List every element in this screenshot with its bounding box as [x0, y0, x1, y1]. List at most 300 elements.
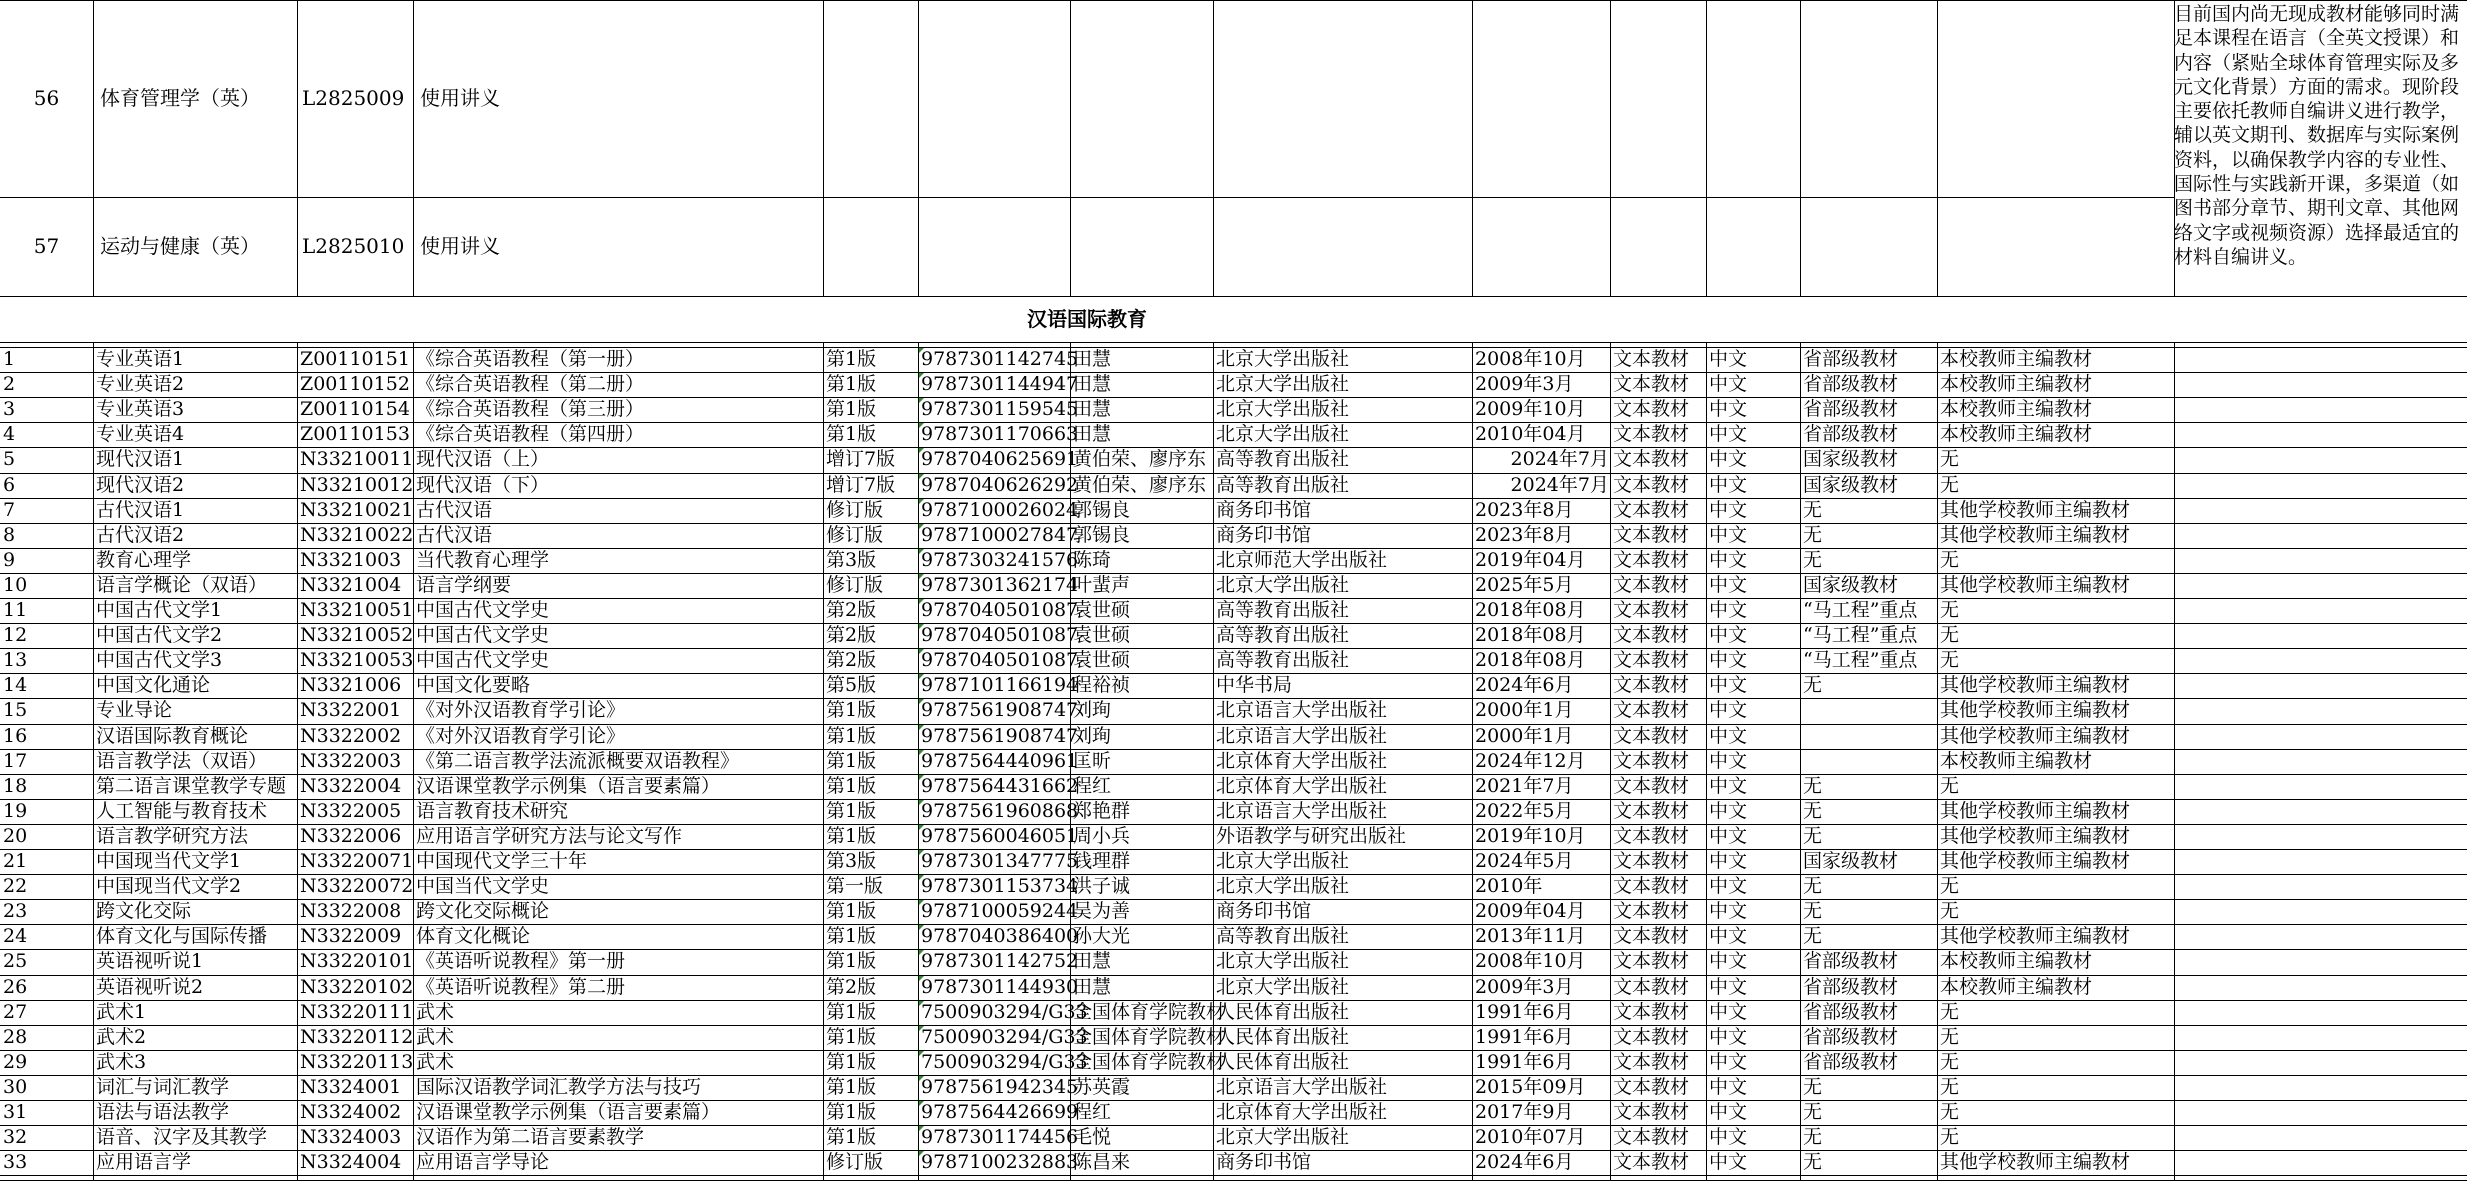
course-code-cell: L2825009 — [302, 86, 405, 110]
cell-flag-marker — [919, 976, 924, 981]
cell-flag-marker — [919, 800, 924, 805]
course-name-cell: 中国现当代文学2 — [96, 875, 242, 897]
course-code-cell: N3324004 — [300, 1151, 402, 1173]
course-name-cell: 运动与健康（英） — [100, 234, 260, 258]
cell-flag-marker — [919, 699, 924, 704]
isbn-cell: 9787301170663 — [921, 423, 1079, 445]
author-cell: 黄伯荣、廖序东 — [1073, 448, 1207, 470]
material-type-cell: 文本教材 — [1613, 825, 1690, 847]
course-code-cell: N3324001 — [300, 1076, 402, 1098]
course-code-cell: L2825010 — [302, 234, 405, 258]
publisher-cell: 北京大学出版社 — [1216, 348, 1350, 370]
editor-type-cell: 其他学校教师主编教材 — [1940, 800, 2131, 822]
cell-flag-marker — [919, 1026, 924, 1031]
author-cell: 田慧 — [1073, 348, 1112, 370]
textbook-level-cell: 国家级教材 — [1803, 448, 1899, 470]
textbook-title-cell: 《综合英语教程（第二册） — [416, 373, 645, 395]
publish-date-cell: 2009年10月 — [1475, 398, 1586, 420]
language-cell: 中文 — [1709, 524, 1748, 546]
row-number: 25 — [3, 950, 28, 972]
course-name-cell: 中国现当代文学1 — [96, 850, 242, 872]
language-cell: 中文 — [1709, 1076, 1748, 1098]
language-cell: 中文 — [1709, 348, 1748, 370]
textbook-level-cell: 无 — [1803, 499, 1823, 521]
row-number: 33 — [3, 1151, 28, 1173]
cell-flag-marker — [919, 1126, 924, 1131]
cell-flag-marker — [919, 950, 924, 955]
isbn-cell: 9787564426699 — [921, 1101, 1079, 1123]
column-gridline — [1610, 342, 1611, 1181]
textbook-title-cell: 中国古代文学史 — [416, 649, 550, 671]
publisher-cell: 北京大学出版社 — [1216, 373, 1350, 395]
author-cell: 吴为善 — [1073, 900, 1131, 922]
material-type-cell: 文本教材 — [1613, 1101, 1690, 1123]
cell-flag-marker — [919, 750, 924, 755]
column-gridline — [2174, 342, 2175, 1181]
author-cell: 刘珣 — [1073, 699, 1112, 721]
course-code-cell: N33220071 — [300, 850, 414, 872]
course-code-cell: N3324003 — [300, 1126, 402, 1148]
row-gridline — [0, 0, 2467, 1]
publish-date-cell: 2018年08月 — [1475, 649, 1586, 671]
publish-date-cell: 2010年04月 — [1475, 423, 1586, 445]
row-number: 6 — [3, 474, 16, 496]
isbn-cell: 9787040386400 — [921, 925, 1079, 947]
publisher-cell: 北京师范大学出版社 — [1216, 549, 1388, 571]
edition-cell: 第2版 — [826, 624, 877, 646]
publish-date-cell: 2024年7月 — [1510, 448, 1609, 470]
edition-cell: 第1版 — [826, 1076, 877, 1098]
editor-type-cell: 无 — [1940, 474, 1960, 496]
language-cell: 中文 — [1709, 699, 1748, 721]
author-cell: 袁世硕 — [1073, 649, 1131, 671]
course-code-cell: N33210051 — [300, 599, 414, 621]
row-number: 1 — [3, 348, 16, 370]
language-cell: 中文 — [1709, 825, 1748, 847]
material-type-cell: 文本教材 — [1613, 524, 1690, 546]
material-type-cell: 文本教材 — [1613, 725, 1690, 747]
textbook-title-cell: 武术 — [416, 1051, 455, 1073]
course-name-cell: 词汇与词汇教学 — [96, 1076, 230, 1098]
textbook-cell: 使用讲义 — [420, 234, 500, 258]
publish-date-cell: 2009年3月 — [1475, 373, 1574, 395]
column-gridline — [1070, 0, 1071, 296]
publisher-cell: 人民体育出版社 — [1216, 1051, 1350, 1073]
textbook-title-cell: 古代汉语 — [416, 499, 493, 521]
publish-date-cell: 2023年8月 — [1475, 524, 1574, 546]
course-name-cell: 汉语国际教育概论 — [96, 725, 249, 747]
language-cell: 中文 — [1709, 599, 1748, 621]
textbook-level-cell: 无 — [1803, 1076, 1823, 1098]
row-number: 28 — [3, 1026, 28, 1048]
publish-date-cell: 2024年5月 — [1475, 850, 1574, 872]
editor-type-cell: 无 — [1940, 448, 1960, 470]
publish-date-cell: 2008年10月 — [1475, 950, 1586, 972]
course-code-cell: N33210021 — [300, 499, 414, 521]
material-type-cell: 文本教材 — [1613, 875, 1690, 897]
row-number: 23 — [3, 900, 28, 922]
course-name-cell: 专业英语4 — [96, 423, 185, 445]
textbook-title-cell: 现代汉语（上） — [416, 448, 550, 470]
textbook-level-cell: 无 — [1803, 900, 1823, 922]
course-name-cell: 专业导论 — [96, 699, 173, 721]
publisher-cell: 北京大学出版社 — [1216, 875, 1350, 897]
language-cell: 中文 — [1709, 624, 1748, 646]
publish-date-cell: 2010年 — [1475, 875, 1543, 897]
course-code-cell: Z00110153 — [300, 423, 410, 445]
cell-flag-marker — [919, 398, 924, 403]
author-cell: 全国体育学院教材 — [1073, 1026, 1226, 1048]
material-type-cell: 文本教材 — [1613, 1051, 1690, 1073]
material-type-cell: 文本教材 — [1613, 976, 1690, 998]
edition-cell: 第1版 — [826, 423, 877, 445]
language-cell: 中文 — [1709, 549, 1748, 571]
publish-date-cell: 2018年08月 — [1475, 599, 1586, 621]
textbook-title-cell: 中国当代文学史 — [416, 875, 550, 897]
textbook-level-cell: “马工程”重点 — [1803, 649, 1918, 671]
course-code-cell: N33220111 — [300, 1001, 414, 1023]
course-name-cell: 中国古代文学3 — [96, 649, 223, 671]
column-gridline — [297, 0, 298, 296]
publisher-cell: 北京大学出版社 — [1216, 976, 1350, 998]
publish-date-cell: 2024年6月 — [1475, 674, 1574, 696]
editor-type-cell: 其他学校教师主编教材 — [1940, 825, 2131, 847]
publisher-cell: 北京大学出版社 — [1216, 850, 1350, 872]
language-cell: 中文 — [1709, 800, 1748, 822]
editor-type-cell: 其他学校教师主编教材 — [1940, 850, 2131, 872]
author-cell: 袁世硕 — [1073, 599, 1131, 621]
material-type-cell: 文本教材 — [1613, 750, 1690, 772]
edition-cell: 第一版 — [826, 875, 884, 897]
isbn-cell: 9787301142752 — [921, 950, 1079, 972]
language-cell: 中文 — [1709, 950, 1748, 972]
textbook-title-cell: 《对外汉语教育学引论》 — [416, 725, 626, 747]
author-cell: 周小兵 — [1073, 825, 1131, 847]
column-gridline — [1937, 0, 1938, 296]
course-name-cell: 语言学概论（双语） — [96, 574, 268, 596]
row-number: 31 — [3, 1101, 28, 1123]
course-name-cell: 跨文化交际 — [96, 900, 192, 922]
textbook-title-cell: 《第二语言教学法流派概要双语教程》 — [416, 750, 740, 772]
publisher-cell: 北京语言大学出版社 — [1216, 725, 1388, 747]
editor-type-cell: 其他学校教师主编教材 — [1940, 574, 2131, 596]
editor-type-cell: 其他学校教师主编教材 — [1940, 699, 2131, 721]
publish-date-cell: 2009年3月 — [1475, 976, 1574, 998]
author-cell: 黄伯荣、廖序东 — [1073, 474, 1207, 496]
language-cell: 中文 — [1709, 373, 1748, 395]
author-cell: 程裕祯 — [1073, 674, 1131, 696]
isbn-cell: 9787564440961 — [921, 750, 1079, 772]
edition-cell: 第1版 — [826, 725, 877, 747]
material-type-cell: 文本教材 — [1613, 699, 1690, 721]
editor-type-cell: 本校教师主编教材 — [1940, 976, 2093, 998]
language-cell: 中文 — [1709, 976, 1748, 998]
course-name-cell: 语言教学法（双语） — [96, 750, 268, 772]
textbook-level-cell: 无 — [1803, 825, 1823, 847]
publish-date-cell: 2009年04月 — [1475, 900, 1586, 922]
publisher-cell: 人民体育出版社 — [1216, 1026, 1350, 1048]
editor-type-cell: 无 — [1940, 649, 1960, 671]
language-cell: 中文 — [1709, 900, 1748, 922]
row-number: 29 — [3, 1051, 28, 1073]
course-code-cell: N3322009 — [300, 925, 402, 947]
row-number: 17 — [3, 750, 28, 772]
course-code-cell: N3322008 — [300, 900, 402, 922]
course-name-cell: 人工智能与教育技术 — [96, 800, 268, 822]
isbn-cell: 9787560046051 — [921, 825, 1079, 847]
textbook-title-cell: 《综合英语教程（第四册） — [416, 423, 645, 445]
course-name-cell: 语音、汉字及其教学 — [96, 1126, 268, 1148]
column-gridline — [1706, 0, 1707, 296]
textbook-title-cell: 武术 — [416, 1026, 455, 1048]
textbook-level-cell: 无 — [1803, 875, 1823, 897]
publisher-cell: 高等教育出版社 — [1216, 448, 1350, 470]
course-name-cell: 第二语言课堂教学专题 — [96, 775, 287, 797]
textbook-level-cell: 省部级教材 — [1803, 398, 1899, 420]
section-title: 汉语国际教育 — [1027, 307, 1147, 331]
language-cell: 中文 — [1709, 875, 1748, 897]
course-code-cell: N3321004 — [300, 574, 402, 596]
author-cell: 程红 — [1073, 775, 1112, 797]
publisher-cell: 高等教育出版社 — [1216, 649, 1350, 671]
course-code-cell: N33220102 — [300, 976, 414, 998]
textbook-level-cell: 省部级教材 — [1803, 1051, 1899, 1073]
cell-flag-marker — [919, 549, 924, 554]
row-number: 19 — [3, 800, 28, 822]
remark-note: 目前国内尚无现成教材能够同时满足本课程在语言（全英文授课）和内容（紧贴全球体育管理实际及多元文化背景）方面的需求。现阶段主要依托教师自编讲义进行教学，辅以英文期刊、数据库与实际案例资料，以确保教学内容的专业性、国际性与实践新开课，多渠道（如图书部分章节、期刊文章、其他网络文字或视频资源）选择最适宜的材料自编讲义。 — [2174, 3, 2460, 268]
row-number: 4 — [3, 423, 16, 445]
cell-flag-marker — [919, 1001, 924, 1006]
row-number: 15 — [3, 699, 28, 721]
isbn-cell: 9787561942345 — [921, 1076, 1079, 1098]
cell-flag-marker — [919, 524, 924, 529]
textbook-level-cell: 无 — [1803, 524, 1823, 546]
isbn-cell: 7500903294/G33 — [921, 1051, 1088, 1073]
language-cell: 中文 — [1709, 1051, 1748, 1073]
column-gridline — [823, 0, 824, 296]
isbn-cell: 9787040626292 — [921, 474, 1079, 496]
cell-flag-marker — [919, 373, 924, 378]
editor-type-cell: 无 — [1940, 1026, 1960, 1048]
course-name-cell: 武术3 — [96, 1051, 147, 1073]
edition-cell: 第2版 — [826, 976, 877, 998]
author-cell: 袁世硕 — [1073, 624, 1131, 646]
edition-cell: 第1版 — [826, 373, 877, 395]
publisher-cell: 高等教育出版社 — [1216, 599, 1350, 621]
course-name-cell: 中国文化通论 — [96, 674, 211, 696]
isbn-cell: 9787303241576 — [921, 549, 1079, 571]
editor-type-cell: 无 — [1940, 875, 1960, 897]
course-name-cell: 中国古代文学2 — [96, 624, 223, 646]
isbn-cell: 9787301144947 — [921, 373, 1079, 395]
editor-type-cell: 其他学校教师主编教材 — [1940, 925, 2131, 947]
author-cell: 田慧 — [1073, 373, 1112, 395]
publish-date-cell: 2024年6月 — [1475, 1151, 1574, 1173]
course-code-cell: N3322005 — [300, 800, 402, 822]
edition-cell: 第1版 — [826, 398, 877, 420]
course-code-cell: N33220112 — [300, 1026, 414, 1048]
isbn-cell: 9787561908747 — [921, 699, 1079, 721]
publish-date-cell: 2018年08月 — [1475, 624, 1586, 646]
course-name-cell: 专业英语2 — [96, 373, 185, 395]
course-name-cell: 专业英语1 — [96, 348, 185, 370]
material-type-cell: 文本教材 — [1613, 649, 1690, 671]
textbook-level-cell: 省部级教材 — [1803, 976, 1899, 998]
cell-flag-marker — [919, 649, 924, 654]
textbook-level-cell: “马工程”重点 — [1803, 599, 1918, 621]
editor-type-cell: 其他学校教师主编教材 — [1940, 524, 2131, 546]
edition-cell: 修订版 — [826, 1151, 884, 1173]
textbook-level-cell: 无 — [1803, 1101, 1823, 1123]
publisher-cell: 北京语言大学出版社 — [1216, 1076, 1388, 1098]
textbook-cell: 使用讲义 — [420, 86, 500, 110]
cell-flag-marker — [919, 474, 924, 479]
textbook-level-cell: 国家级教材 — [1803, 574, 1899, 596]
material-type-cell: 文本教材 — [1613, 624, 1690, 646]
edition-cell: 第1版 — [826, 950, 877, 972]
cell-flag-marker — [919, 825, 924, 830]
cell-flag-marker — [919, 925, 924, 930]
column-gridline — [1472, 342, 1473, 1181]
language-cell: 中文 — [1709, 1026, 1748, 1048]
textbook-level-cell: 无 — [1803, 925, 1823, 947]
cell-flag-marker — [919, 624, 924, 629]
row-number: 9 — [3, 549, 16, 571]
course-code-cell: N3321006 — [300, 674, 402, 696]
material-type-cell: 文本教材 — [1613, 674, 1690, 696]
edition-cell: 第1版 — [826, 1051, 877, 1073]
column-gridline — [823, 342, 824, 1181]
material-type-cell: 文本教材 — [1613, 599, 1690, 621]
edition-cell: 第1版 — [826, 750, 877, 772]
publisher-cell: 中华书局 — [1216, 674, 1293, 696]
language-cell: 中文 — [1709, 925, 1748, 947]
row-number: 5 — [3, 448, 16, 470]
language-cell: 中文 — [1709, 725, 1748, 747]
edition-cell: 第1版 — [826, 775, 877, 797]
cell-flag-marker — [919, 348, 924, 353]
isbn-cell: 9787301362174 — [921, 574, 1079, 596]
cell-flag-marker — [919, 448, 924, 453]
course-code-cell: N33220101 — [300, 950, 414, 972]
language-cell: 中文 — [1709, 574, 1748, 596]
language-cell: 中文 — [1709, 674, 1748, 696]
material-type-cell: 文本教材 — [1613, 549, 1690, 571]
author-cell: 苏英霞 — [1073, 1076, 1131, 1098]
publish-date-cell: 2010年07月 — [1475, 1126, 1586, 1148]
material-type-cell: 文本教材 — [1613, 348, 1690, 370]
material-type-cell: 文本教材 — [1613, 423, 1690, 445]
column-gridline — [1800, 342, 1801, 1181]
publisher-cell: 高等教育出版社 — [1216, 474, 1350, 496]
editor-type-cell: 无 — [1940, 1101, 1960, 1123]
publisher-cell: 高等教育出版社 — [1216, 925, 1350, 947]
author-cell: 匡昕 — [1073, 750, 1112, 772]
edition-cell: 增订7版 — [826, 474, 896, 496]
row-number: 12 — [3, 624, 28, 646]
publish-date-cell: 1991年6月 — [1475, 1001, 1574, 1023]
language-cell: 中文 — [1709, 398, 1748, 420]
isbn-cell: 9787101166194 — [921, 674, 1079, 696]
isbn-cell: 7500903294/G33 — [921, 1026, 1088, 1048]
textbook-title-cell: 中国古代文学史 — [416, 624, 550, 646]
textbook-title-cell: 中国文化要略 — [416, 674, 531, 696]
material-type-cell: 文本教材 — [1613, 800, 1690, 822]
column-gridline — [918, 0, 919, 296]
material-type-cell: 文本教材 — [1613, 1076, 1690, 1098]
publisher-cell: 北京语言大学出版社 — [1216, 800, 1388, 822]
edition-cell: 第1版 — [826, 348, 877, 370]
edition-cell: 第3版 — [826, 850, 877, 872]
author-cell: 孙大光 — [1073, 925, 1131, 947]
course-code-cell: Z00110152 — [300, 373, 410, 395]
row-number: 18 — [3, 775, 28, 797]
editor-type-cell: 无 — [1940, 1126, 1960, 1148]
language-cell: 中文 — [1709, 649, 1748, 671]
material-type-cell: 文本教材 — [1613, 574, 1690, 596]
publish-date-cell: 2022年5月 — [1475, 800, 1574, 822]
textbook-title-cell: 应用语言学研究方法与论文写作 — [416, 825, 683, 847]
author-cell: 刘珣 — [1073, 725, 1112, 747]
edition-cell: 第1版 — [826, 825, 877, 847]
isbn-cell: 9787301142745 — [921, 348, 1079, 370]
isbn-cell: 9787100026024 — [921, 499, 1079, 521]
row-number: 14 — [3, 674, 28, 696]
textbook-title-cell: 语言学纲要 — [416, 574, 512, 596]
textbook-title-cell: 中国现代文学三十年 — [416, 850, 588, 872]
editor-type-cell: 无 — [1940, 1001, 1960, 1023]
course-name-cell: 语言教学研究方法 — [96, 825, 249, 847]
textbook-level-cell: 无 — [1803, 800, 1823, 822]
course-code-cell: N3321003 — [300, 549, 402, 571]
edition-cell: 第1版 — [826, 699, 877, 721]
publisher-cell: 商务印书馆 — [1216, 900, 1312, 922]
textbook-level-cell: 国家级教材 — [1803, 850, 1899, 872]
cell-flag-marker — [919, 674, 924, 679]
isbn-cell: 9787564431662 — [921, 775, 1079, 797]
textbook-title-cell: 汉语课堂教学示例集（语言要素篇） — [416, 775, 721, 797]
row-number: 22 — [3, 875, 28, 897]
editor-type-cell: 其他学校教师主编教材 — [1940, 1151, 2131, 1173]
row-number: 30 — [3, 1076, 28, 1098]
language-cell: 中文 — [1709, 474, 1748, 496]
author-cell: 田慧 — [1073, 423, 1112, 445]
row-number: 57 — [33, 234, 60, 258]
edition-cell: 第5版 — [826, 674, 877, 696]
course-code-cell: N33210022 — [300, 524, 414, 546]
textbook-level-cell: “马工程”重点 — [1803, 624, 1918, 646]
textbook-title-cell: 《英语听说教程》第二册 — [416, 976, 626, 998]
row-number: 8 — [3, 524, 16, 546]
language-cell: 中文 — [1709, 423, 1748, 445]
material-type-cell: 文本教材 — [1613, 1126, 1690, 1148]
material-type-cell: 文本教材 — [1613, 850, 1690, 872]
row-number: 16 — [3, 725, 28, 747]
cell-flag-marker — [919, 875, 924, 880]
material-type-cell: 文本教材 — [1613, 1151, 1690, 1173]
publisher-cell: 北京大学出版社 — [1216, 950, 1350, 972]
editor-type-cell: 无 — [1940, 549, 1960, 571]
publisher-cell: 北京体育大学出版社 — [1216, 1101, 1388, 1123]
author-cell: 毛悦 — [1073, 1126, 1112, 1148]
column-gridline — [413, 0, 414, 296]
language-cell: 中文 — [1709, 1001, 1748, 1023]
row-gridline — [0, 197, 2174, 198]
material-type-cell: 文本教材 — [1613, 950, 1690, 972]
publisher-cell: 商务印书馆 — [1216, 1151, 1312, 1173]
course-name-cell: 古代汉语1 — [96, 499, 185, 521]
editor-type-cell: 本校教师主编教材 — [1940, 950, 2093, 972]
